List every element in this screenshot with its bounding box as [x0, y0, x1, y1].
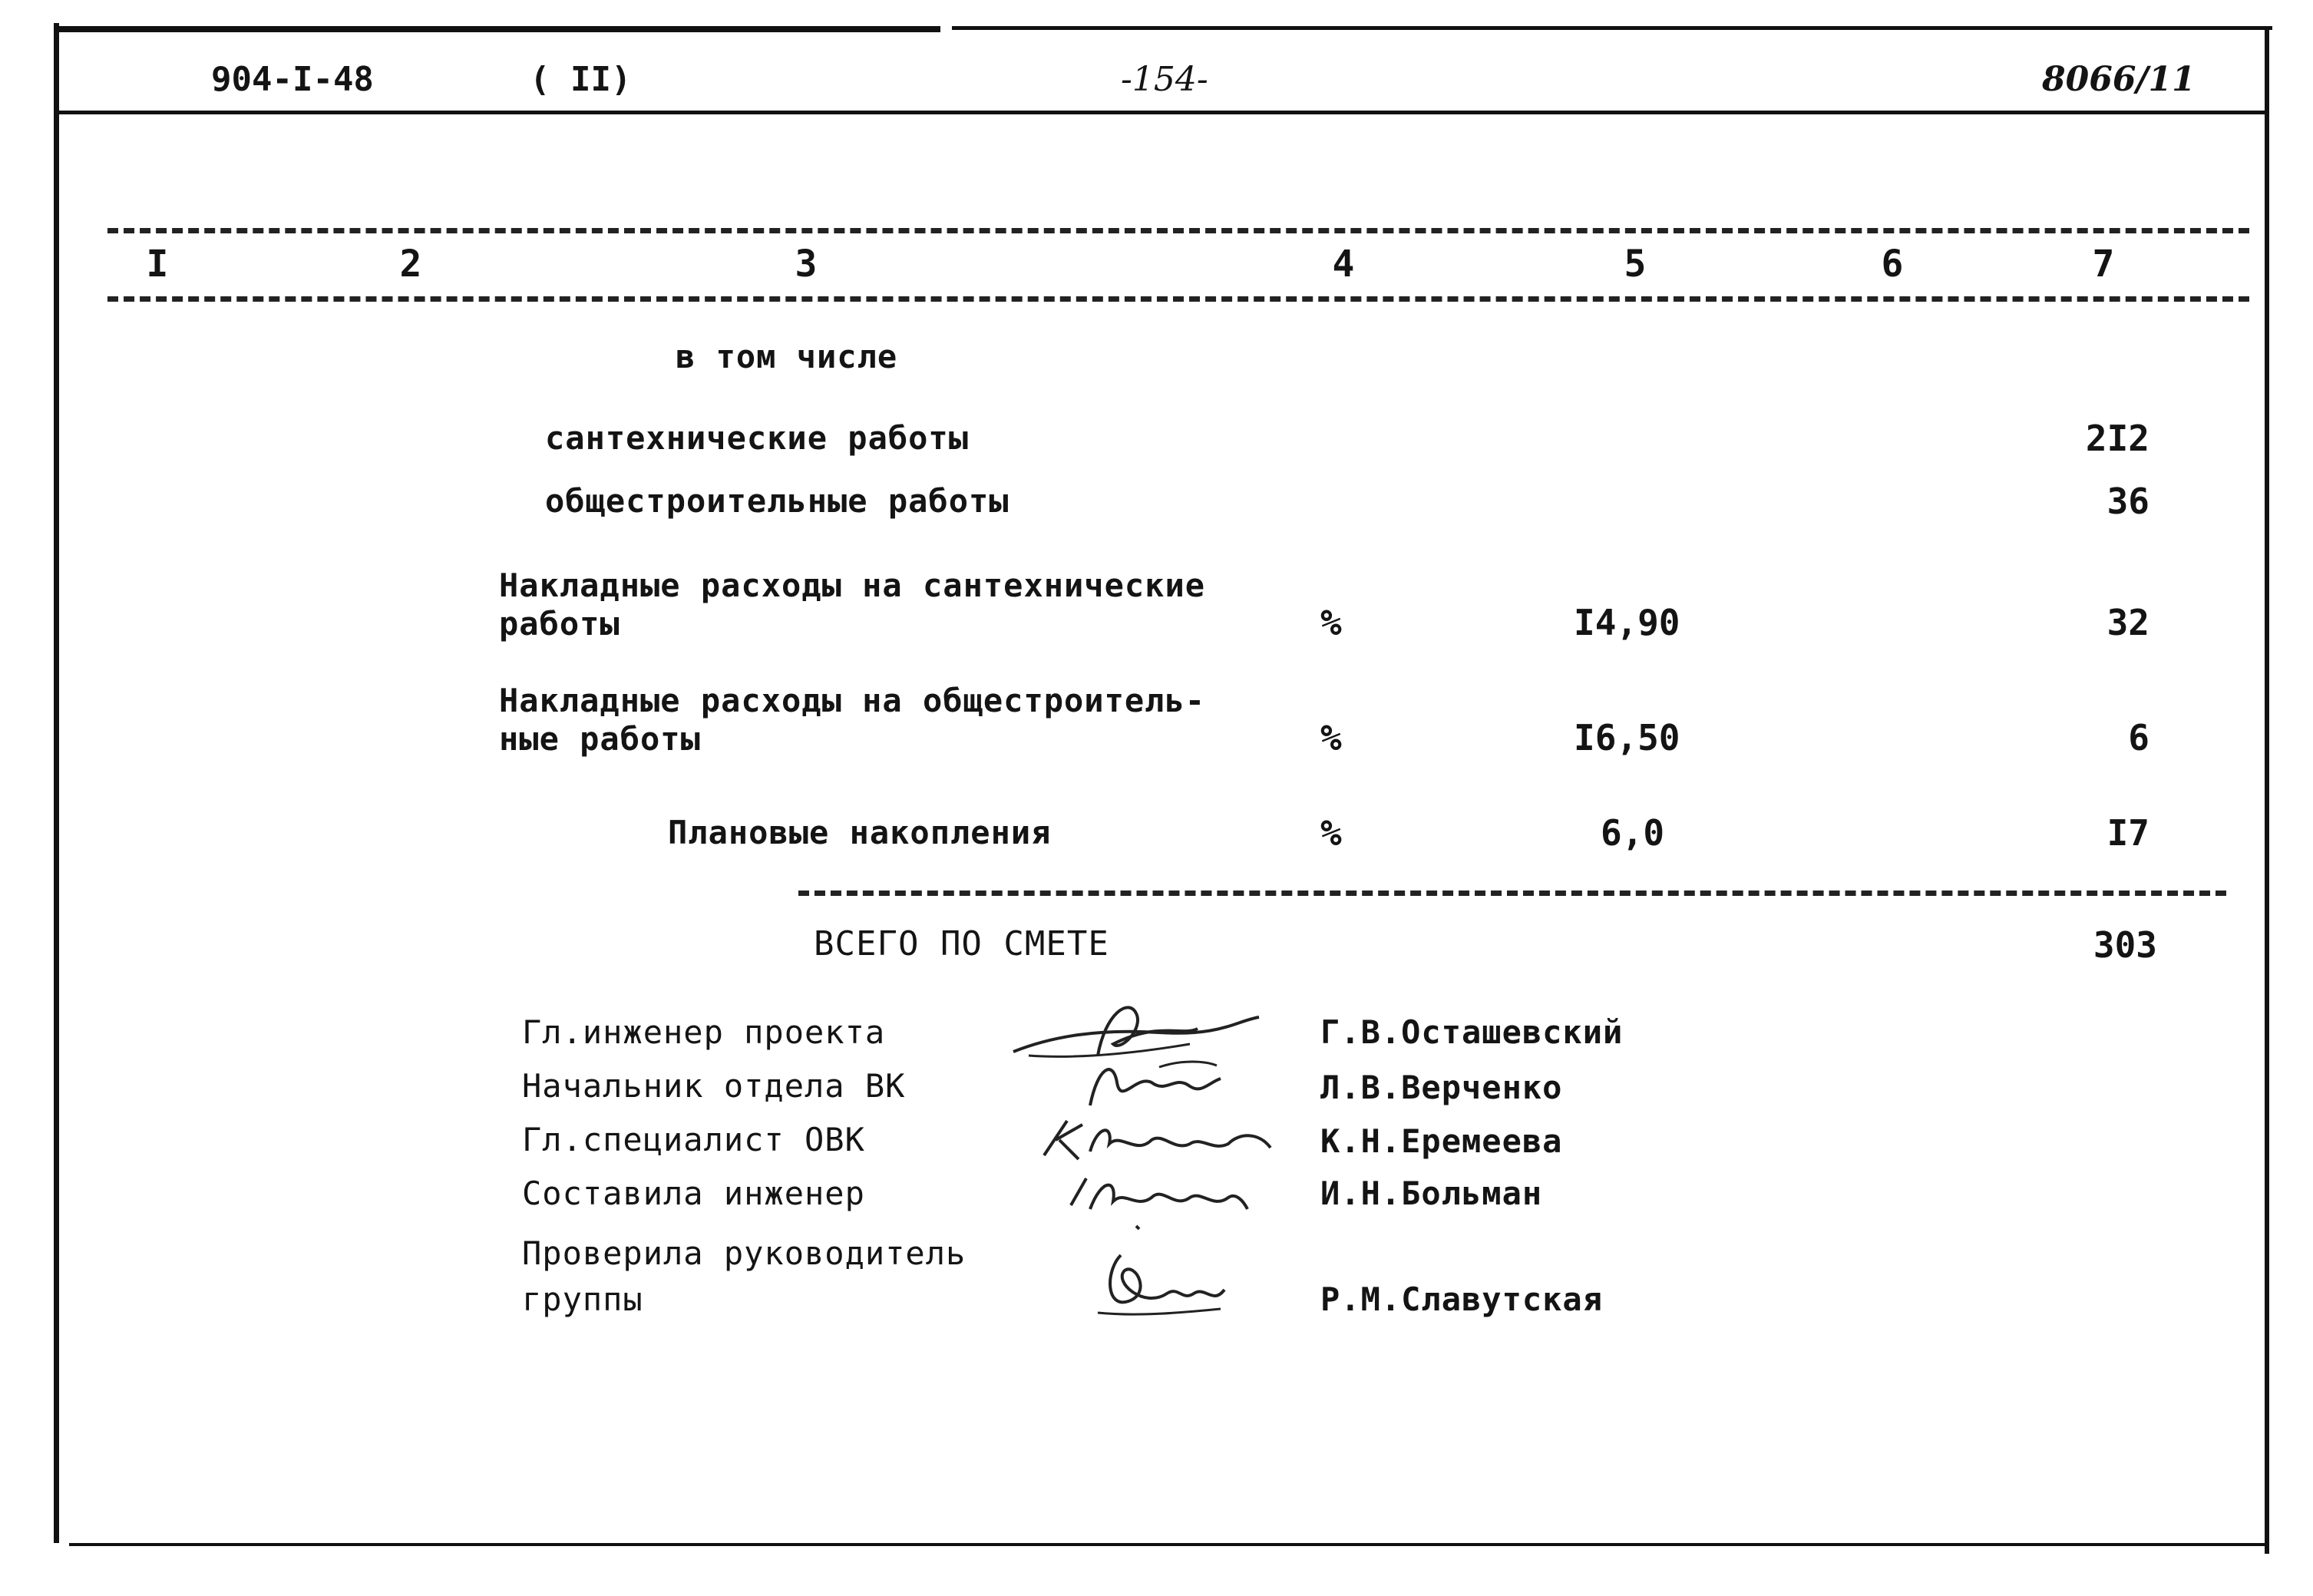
signature-scribble-3: [1036, 1109, 1282, 1171]
row-general-label: общестроительные работы: [545, 482, 1009, 520]
signature-name-chief-engineer: Г.В.Осташевский: [1320, 1013, 1624, 1051]
column-number-7: 7: [2092, 243, 2115, 286]
row-overhead-general-total: 6: [2128, 717, 2149, 758]
row-overhead-general-label-2: ные работы: [499, 720, 701, 758]
row-planned-total: I7: [2106, 812, 2149, 854]
signature-role-engineer: Составила инженер: [522, 1175, 865, 1212]
row-overhead-general-label-1: Накладные расходы на общестроитель-: [499, 682, 1206, 719]
dashed-rule-total: [798, 891, 2226, 896]
row-plumbing-total: 2I2: [2085, 418, 2149, 459]
grand-total-label: ВСЕГО ПО СМЕТЕ: [814, 924, 1109, 963]
frame-top-border-right: [952, 26, 2272, 30]
doc-code: [211, 60, 374, 99]
row-planned-unit: %: [1320, 812, 1342, 854]
row-planned-rate: 6,0: [1601, 812, 1665, 854]
column-number-6: 6: [1881, 243, 1904, 286]
frame-right-border: [2265, 26, 2269, 1554]
dashed-rule-below-header: [107, 296, 2249, 302]
row-overhead-plumbing-total: 32: [2106, 602, 2149, 643]
signature-role-department-head: Начальник отдела ВК: [522, 1067, 906, 1105]
row-overhead-general-rate: I6,50: [1574, 717, 1680, 758]
signature-role-chief-engineer: Гл.инженер проекта: [522, 1013, 886, 1051]
row-planned-label: Плановые накопления: [668, 814, 1052, 851]
column-number-1: I: [146, 243, 169, 286]
column-number-4: 4: [1332, 243, 1355, 286]
row-overhead-plumbing-label-2: работы: [499, 605, 620, 643]
grand-total-value: 303: [2093, 924, 2157, 966]
doc-code-text: 904-I-48: [211, 60, 374, 99]
signature-name-chief-specialist: К.Н.Еремеева: [1320, 1122, 1563, 1160]
dashed-rule-top: [107, 228, 2249, 233]
row-plumbing-label: сантехнические работы: [545, 419, 970, 457]
signature-name-engineer: И.Н.Больман: [1320, 1175, 1543, 1212]
column-number-3: 3: [795, 243, 818, 286]
column-number-5: 5: [1624, 243, 1647, 286]
row-including-label: в том числе: [676, 338, 898, 375]
frame-left-border: [54, 23, 59, 1543]
row-overhead-plumbing-unit: %: [1320, 602, 1342, 643]
signature-role-group-lead-2: группы: [522, 1280, 643, 1318]
row-overhead-plumbing-label-1: Накладные расходы на сантехнические: [499, 567, 1206, 604]
row-overhead-plumbing-rate: I4,90: [1574, 602, 1680, 643]
inventory-number: 8066/11: [2042, 60, 2196, 99]
signature-name-department-head: Л.В.Верченко: [1320, 1069, 1563, 1106]
column-number-2: 2: [399, 243, 422, 286]
page-number: -154-: [1121, 60, 1208, 99]
row-general-total: 36: [2106, 481, 2149, 522]
signature-name-group-lead: Р.М.Славутская: [1320, 1280, 1604, 1318]
row-overhead-general-unit: %: [1320, 717, 1342, 758]
header-divider: [54, 111, 2269, 114]
signature-scribble-4: [1059, 1163, 1259, 1232]
frame-bottom-border: [69, 1543, 2269, 1546]
signature-scribble-5: [1090, 1240, 1244, 1324]
signature-role-group-lead-1: Проверила руководитель: [522, 1234, 967, 1272]
frame-top-border: [54, 26, 940, 32]
part-label: ( II): [530, 60, 632, 99]
signature-role-chief-specialist: Гл.специалист ОВК: [522, 1121, 865, 1158]
